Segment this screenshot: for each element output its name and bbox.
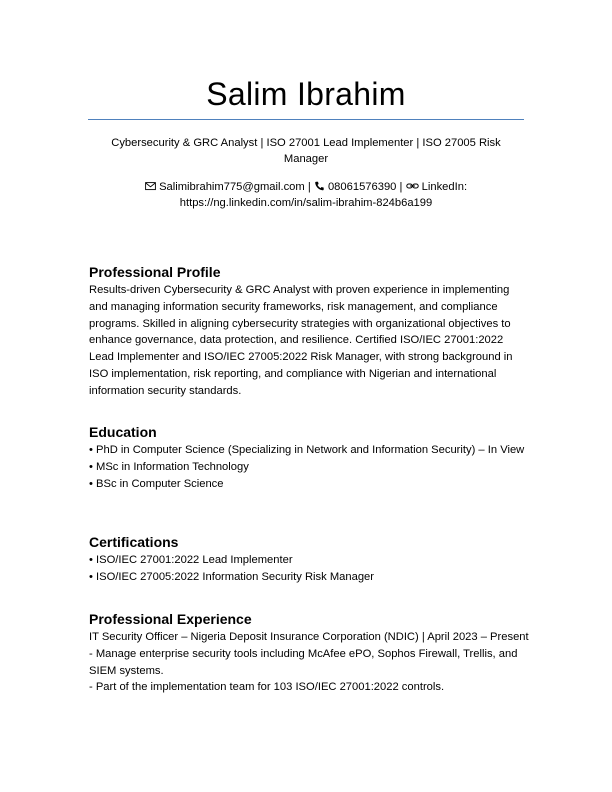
phone-icon	[314, 181, 325, 191]
profile-summary: Results-driven Cybersecurity & GRC Analyst with proven experience in implementing and managing information security frameworks, risk management, and compliance programs. Skilled in aligning cybersecurity strategies with organizational objectives to enhance governance, data protection, and resilience. Certified ISO/IEC 27001:2022 Lead Implementer and ISO/IEC 27005:2022 Risk Manager, with strong background in ISO implementation, risk reporting, and compliance with Nigerian and international information security standards.	[89, 284, 513, 397]
headline-tagline: Cybersecurity & GRC Analyst | ISO 27001 Lead Implementer | ISO 27005 Risk Manager	[111, 137, 501, 165]
education-item: • MSc in Information Technology	[89, 460, 249, 473]
email-link[interactable]: Salimibrahim775@gmail.com	[159, 181, 305, 193]
education-item: • BSc in Computer Science	[89, 477, 224, 490]
professional-profile-section	[89, 263, 529, 400]
envelope-icon	[145, 181, 156, 191]
certification-item: • ISO/IEC 27001:2022 Lead Implementer	[89, 554, 293, 566]
certification-item: • ISO/IEC 27005:2022 Information Security Risk Manager	[89, 570, 374, 583]
section-heading: Certifications	[89, 534, 179, 550]
candidate-name: Salim Ibrahim	[206, 76, 406, 112]
linkedin-label: LinkedIn:	[421, 181, 468, 193]
education-section	[89, 423, 529, 492]
section-heading: Professional Experience	[89, 611, 252, 627]
section-heading: Professional Profile	[89, 264, 221, 280]
link-icon	[406, 181, 419, 191]
separator: |	[307, 181, 311, 193]
experience-bullet: - Part of the implementation team for 103 ISO/IEC 27001:2022 controls.	[89, 681, 445, 694]
experience-bullet: - Manage enterprise security tools including McAfee ePO, Sophos Firewall, Trellis, and SIEM systems.	[89, 647, 518, 677]
job-role-line: IT Security Officer – Nigeria Deposit Insurance Corporation (NDIC) | April 2023 – Present	[89, 631, 529, 643]
section-heading: Education	[89, 424, 157, 440]
professional-experience-section	[89, 610, 529, 696]
contact-line	[92, 179, 520, 211]
education-item: • PhD in Computer Science (Specializing in Network and Information Security) – In View	[89, 444, 525, 456]
phone-number[interactable]: 08061576390	[327, 181, 397, 193]
separator: |	[399, 181, 403, 193]
header-divider	[88, 119, 524, 120]
linkedin-url[interactable]: https://ng.linkedin.com/in/salim-ibrahim-824b6a199	[179, 197, 433, 209]
certifications-section	[89, 533, 529, 586]
